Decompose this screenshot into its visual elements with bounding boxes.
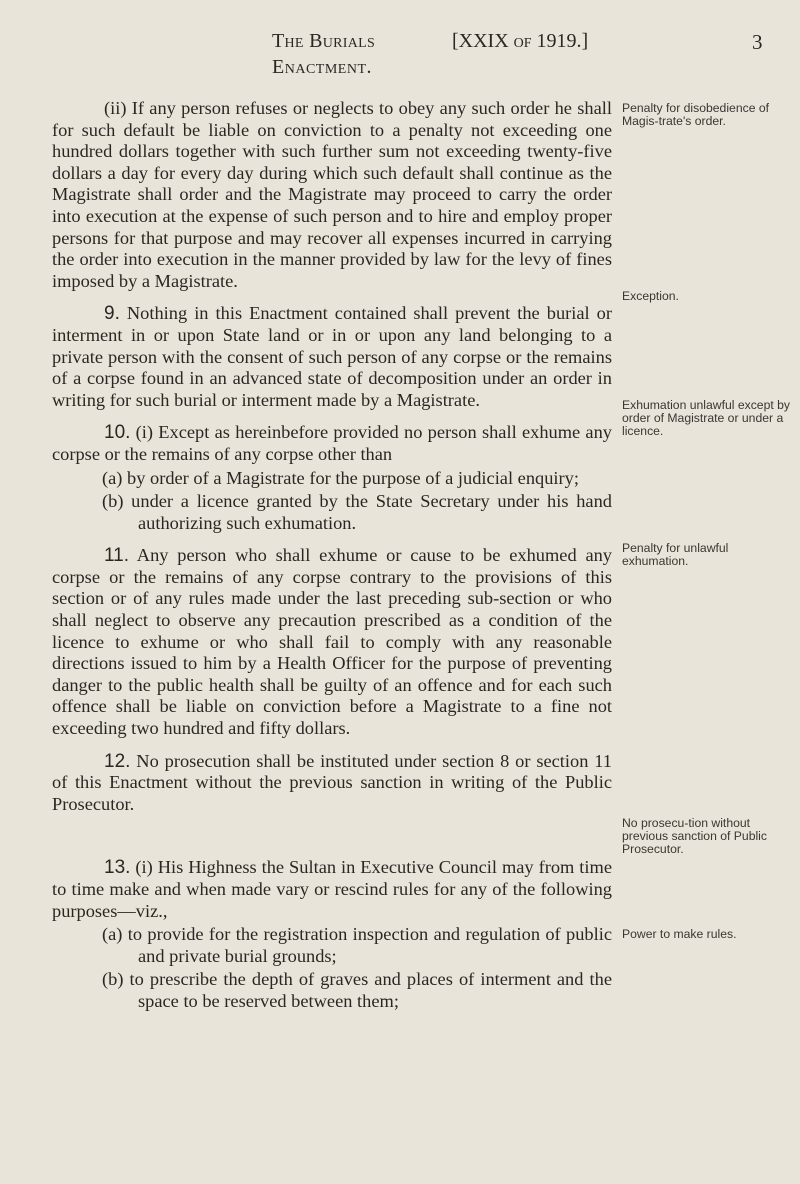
section-11 bbox=[52, 545, 612, 739]
margin-note-exception: Exception. bbox=[622, 289, 679, 303]
page-number: 3 bbox=[752, 30, 763, 54]
section-text: Nothing in this Enactment contained shall prevent the burial or interment in or upon State land or in or upon any land belonging to a private person with the consent of such person of any corpse or the remains of a corpse found in an advanced state of decomposition under an order in writing for such burial or interment made by a Magistrate. bbox=[52, 303, 612, 410]
margin-note-penalty-disobedience: Penalty for disobedience of Magis-trate's order. bbox=[622, 101, 770, 129]
section-13 bbox=[52, 857, 612, 922]
running-head-subtitle: Enactment. bbox=[272, 56, 372, 78]
margin-note-exhumation-unlawful: Exhumation unlawful except by order of Magistrate or under a licence. bbox=[622, 398, 791, 439]
margin-note-no-prosecution: No prosecu-tion without previous sanction of Public Prosecutor. bbox=[622, 816, 767, 857]
section-number: 11. bbox=[104, 545, 130, 567]
section-number: 12. bbox=[104, 750, 131, 772]
section-9 bbox=[52, 303, 612, 411]
paragraph-subsection-ii: (ii) If any person refuses or neglects to obey any such order he shall for such default be liable on conviction to a penalty not exceeding one hundred dollars together with such further sum not exceeding twenty-five dollars a day for every day during which such default shall continue as the Magistrate shall order and the Magistrate may proceed to carry the order into execution at the expense of such person and to hire and employ proper persons for that purpose and may recover all expenses incurred in carrying the order into execution in the manner provided by law for the levy of fines imposed by a Magistrate. bbox=[52, 98, 612, 291]
section-12 bbox=[52, 751, 612, 816]
section-number: 10. bbox=[104, 422, 131, 444]
section-number: 13. bbox=[104, 857, 131, 879]
section-text: Any person who shall exhume or cause to be exhumed any corpse or the remains of any corpse contrary to the provisions of this section or of any rules made under the last preceding sub-section or who shall neglect to observe any precaution prescribed as a condition of the licence to exhume or who shall fail to comply with any reasonable directions issued to him by a Health Officer for the purpose of preventing danger to the public health shall be guilty of an offence and for each such offence shall be liable on conviction before a Magistrate to a fine not exceeding two hundred and fifty dollars. bbox=[52, 545, 612, 739]
section-10 bbox=[52, 422, 612, 465]
section-10-item-b: (b) under a licence granted by the State Secretary under his hand authorizing such exhumation. bbox=[102, 491, 612, 533]
section-text: No prosecution shall be instituted under section 8 or section 11 of this Enactment without the previous sanction in writing of the Public Prosecutor. bbox=[52, 750, 612, 814]
margin-note-penalty-exhumation: Penalty for unlawful exhumation. bbox=[622, 541, 729, 569]
section-number: 9. bbox=[104, 303, 120, 325]
running-head-title: The Burials bbox=[272, 30, 376, 52]
running-head-year: [XXIX of 1919.] bbox=[452, 30, 589, 52]
running-head bbox=[0, 30, 800, 80]
section-text: (i) His Highness the Sultan in Executive Council may from time to time make and when made vary or rescind rules for any of the following purposes—viz., bbox=[52, 857, 612, 921]
section-10-item-a: (a) by order of a Magistrate for the purpose of a judicial enquiry; bbox=[102, 467, 579, 488]
body-text bbox=[52, 98, 612, 1015]
margin-note-power-to-make-rules: Power to make rules. bbox=[622, 927, 737, 941]
section-text: (i) Except as hereinbefore provided no person shall exhume any corpse or the remains of any corpse other than bbox=[52, 422, 612, 464]
section-13-item-b: (b) to prescribe the depth of graves and places of interment and the space to be reserved between them; bbox=[102, 969, 612, 1011]
section-13-item-a: (a) to provide for the registration inspection and regulation of public and private burial grounds; bbox=[102, 924, 612, 966]
